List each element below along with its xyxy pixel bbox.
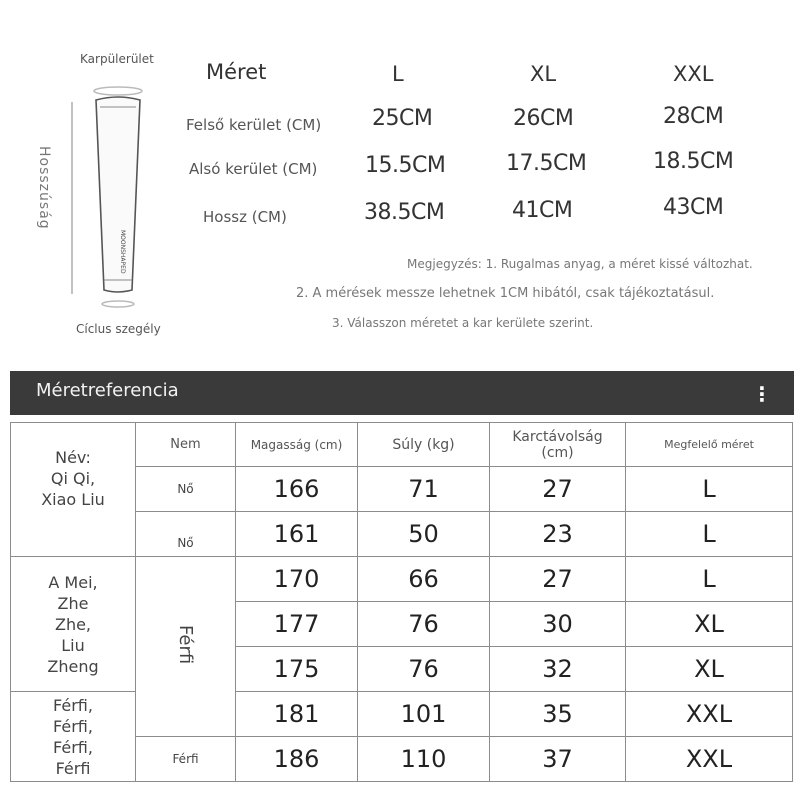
weight-cell: 76: [358, 602, 490, 647]
cuff-circumference-mark: [102, 301, 134, 307]
value-cell: 26CM: [513, 106, 574, 131]
height-cell: 161: [236, 512, 358, 557]
names-group-2: A Mei, Zhe Zhe, Liu Zheng: [11, 557, 136, 692]
names-cell-1: [11, 423, 136, 557]
value-cell: 25CM: [372, 106, 433, 131]
arm-cell: 37: [490, 737, 626, 782]
height-cell: 170: [236, 557, 358, 602]
arm-cell: 27: [490, 557, 626, 602]
value-cell: 17.5CM: [506, 151, 587, 176]
height-cell: 186: [236, 737, 358, 782]
sleeve-outline: [96, 97, 140, 292]
note-3: 3. Válasszon méretet a kar kerülete szerint.: [332, 316, 594, 330]
name-header: Név:: [55, 448, 91, 467]
names-group-1: Qi Qi, Xiao Liu: [41, 469, 105, 509]
row-label-length: Hossz (CM): [203, 208, 287, 226]
names-group-3: Férfi, Férfi, Férfi, Férfi: [11, 692, 136, 782]
note-2: 2. A mérések messze lehetnek 1CM hibától, csak tájékoztatásul.: [296, 286, 715, 301]
note-1: Megjegyzés: 1. Rugalmas anyag, a méret kissé változhat.: [407, 257, 753, 271]
sleeve-diagram: [60, 80, 160, 316]
gender-cell-male: [136, 557, 236, 737]
value-cell: 41CM: [512, 198, 573, 223]
arm-cell: 23: [490, 512, 626, 557]
arm-cell: 30: [490, 602, 626, 647]
value-cell: 15.5CM: [365, 153, 446, 178]
size-cell: XXL: [626, 692, 793, 737]
more-menu-icon[interactable]: ⋮: [752, 382, 772, 406]
arm-cell: 32: [490, 647, 626, 692]
gender-male-vertical: Férfi: [175, 624, 196, 665]
col-weight: Súly (kg): [358, 423, 490, 467]
col-size: Megfelelő méret: [626, 423, 793, 467]
size-cell: L: [626, 512, 793, 557]
cuff-edge-label: Cíclus szegély: [76, 322, 161, 336]
size-cell: XL: [626, 602, 793, 647]
weight-cell: 101: [358, 692, 490, 737]
size-col-xxl: XXL: [673, 62, 714, 86]
height-cell: 177: [236, 602, 358, 647]
size-cell: L: [626, 557, 793, 602]
reference-table: [10, 422, 793, 782]
table-row: [11, 557, 793, 602]
sleeve-brand-text: MOONSHAPED: [119, 230, 126, 274]
value-cell: 18.5CM: [653, 149, 734, 174]
height-cell: 181: [236, 692, 358, 737]
table-row: [11, 692, 793, 737]
weight-cell: 66: [358, 557, 490, 602]
section-title: Méretreferencia: [36, 380, 179, 401]
weight-cell: 50: [358, 512, 490, 557]
top-circumference-mark: [94, 87, 142, 95]
size-cell: XL: [626, 647, 793, 692]
height-cell: 166: [236, 467, 358, 512]
gender-cell: Nő: [136, 512, 236, 557]
value-cell: 43CM: [663, 195, 724, 220]
weight-cell: 110: [358, 737, 490, 782]
weight-cell: 76: [358, 647, 490, 692]
value-cell: 38.5CM: [364, 200, 445, 225]
value-cell: 28CM: [663, 104, 724, 129]
gender-cell: Férfi: [136, 737, 236, 782]
size-cell: XXL: [626, 737, 793, 782]
size-col-xl: XL: [530, 62, 557, 86]
col-height: Magasság (cm): [236, 423, 358, 467]
height-cell: 175: [236, 647, 358, 692]
top-circumference-label: Karpülerület: [80, 52, 154, 66]
row-label-lower: Alsó kerület (CM): [189, 160, 318, 178]
length-label: Hosszúság: [36, 146, 52, 230]
size-cell: L: [626, 467, 793, 512]
gender-cell: Nő: [136, 467, 236, 512]
arm-cell: 27: [490, 467, 626, 512]
weight-cell: 71: [358, 467, 490, 512]
col-arm-span: Karctávolság (cm): [490, 423, 626, 467]
arm-cell: 35: [490, 692, 626, 737]
size-header: Méret: [206, 60, 267, 84]
row-label-upper: Felső kerület (CM): [186, 116, 322, 134]
size-col-l: L: [392, 62, 404, 86]
table-header-row: [11, 423, 793, 467]
col-gender: Nem: [136, 423, 236, 467]
